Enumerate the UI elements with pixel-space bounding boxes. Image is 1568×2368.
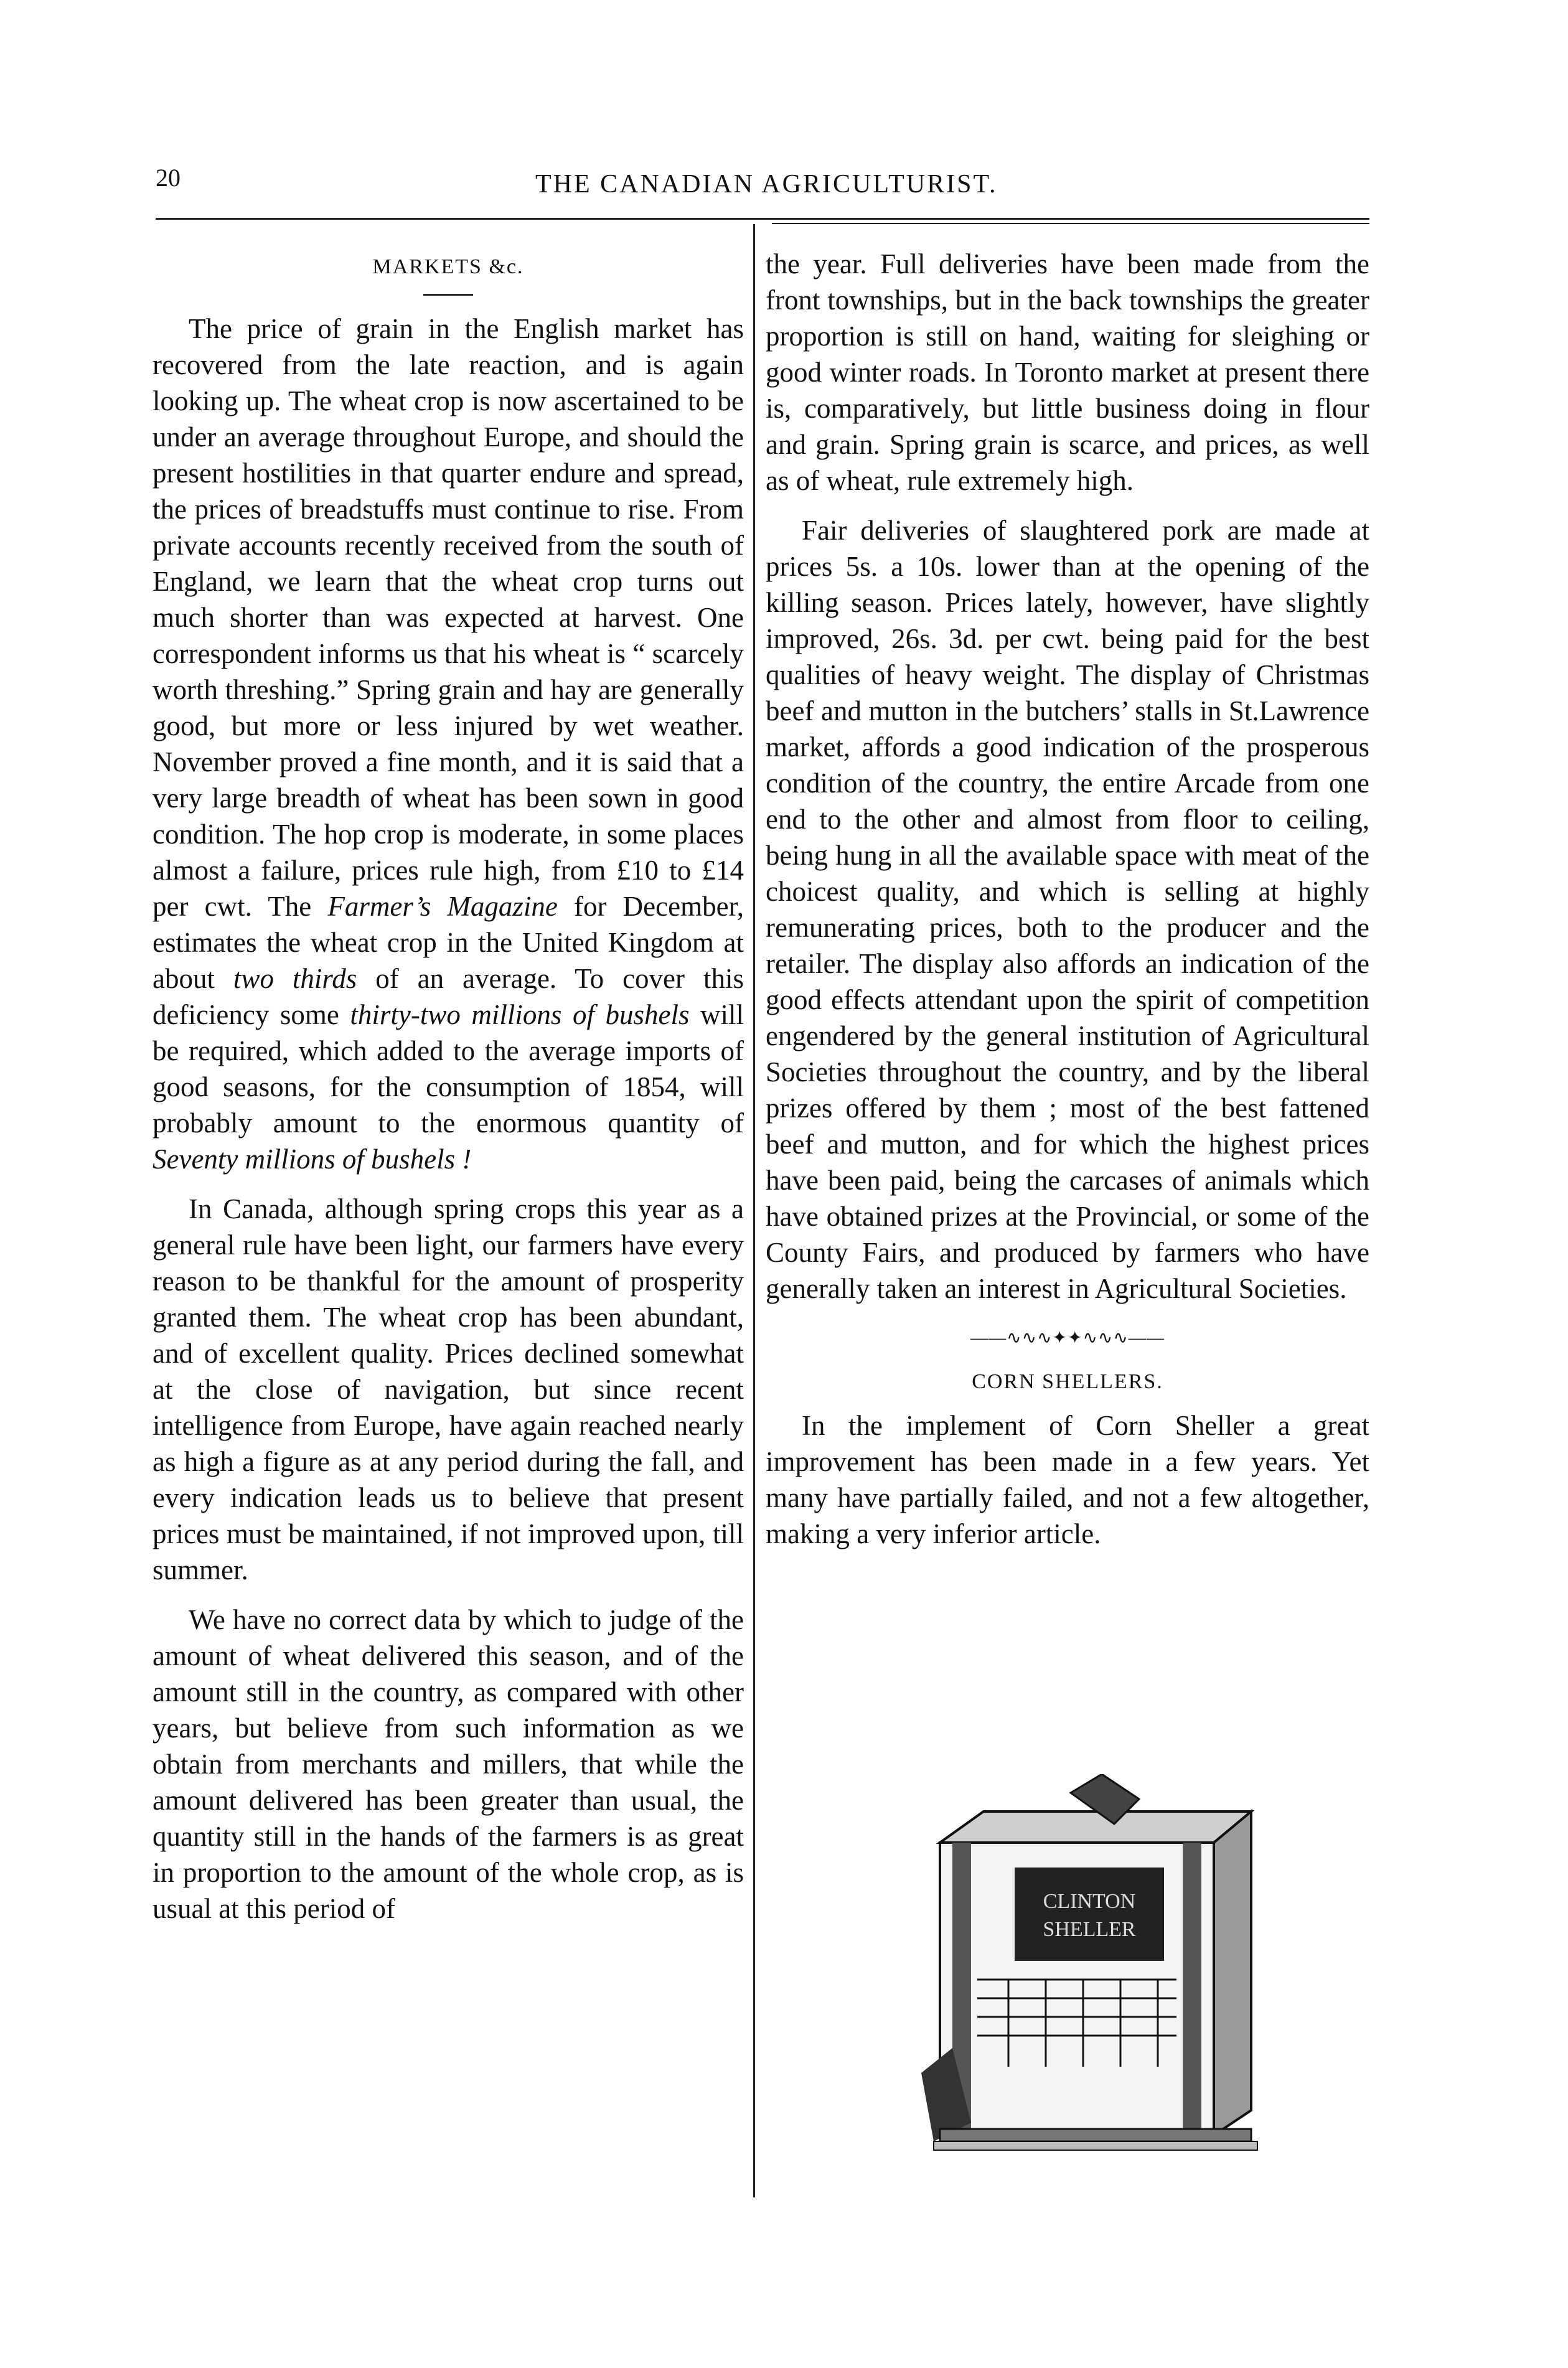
page-number: 20 <box>156 164 181 192</box>
running-title: THE CANADIAN AGRICULTURIST. <box>535 170 998 199</box>
farmers-magazine-title: Farmer’s Magazine <box>327 891 558 922</box>
corn-shellers-paragraph: In the implement of Corn Sheller a great improvement has been made in a few years. Yet many have partially failed, and not a few altogether, making a very inferior article. <box>766 1410 1369 1549</box>
markets-paragraph-2: In Canada, although spring crops this year as a general rule have been light, our farmers have every reason to be thankful for the amount of prosperity granted them. The wheat crop has been abundant, and of excellent quality. Prices declined somewhat at the close of navigation, but since recent intelligence from Europe, have again reached nearly as high a figure as at any period during the fall, and every indication leads us to believe that present prices must be maintained, if not improved upon, till summer. <box>153 1193 744 1586</box>
markets-paragraph-1 <box>153 311 744 1177</box>
heading-rule <box>423 294 473 296</box>
p1-text-b: for December, estimates the wheat crop in the United Kingdom at about <box>153 891 744 994</box>
p1-text-a: The price of grain in the English market has recovered from the late reaction, and is again looking up. The wheat crop is now ascertained to be under an average throughout Europe, and should the present hostilities in that quarter endure and spread, the prices of breadstuffs must continue to rise. From private accounts recently received from the south of England, we learn that the wheat crop turns out much shorter than was expected at harvest. One correspondent informs us that his wheat is “ scarcely worth threshing.” Spring grain and hay are generally good, but more or less injured by wet weather. November proved a fine month, and it is said that a very large breadth of wheat has been sown in good condition. The hop crop is moderate, in some places almost a failure, prices rule high, from £10 to £14 per cwt. The <box>153 313 744 922</box>
right-column <box>766 246 1369 1566</box>
p1-text-d: will be required, which added to the average imports of good seasons, for the consumption of 1854, will probably amount to the enormous quantity of <box>153 999 744 1139</box>
corn-shellers-heading: CORN SHELLERS. <box>972 1370 1163 1393</box>
corn-sheller-engraving <box>915 1774 1264 2160</box>
corn-sheller-illustration <box>915 1774 1264 2160</box>
markets-paragraph-4: Fair deliveries of slaughtered pork are made at prices 5s. a 10s. lower than at the opening of the killing season. Prices lately, however, have slightly improved, 26s. 3d. per cwt. being paid for the best qualities of heavy weight. The display of Christmas beef and mutton in the butchers’ stalls in St.Lawrence market, affords a good indication of the prosperous condition of the country, the entire Arcade from one end to the other and almost from floor to ceiling, being hung in all the available space with meat of the choicest quality, and which is selling at highly remunerating prices, both to the producer and the retailer. The display also affords an indication of the good effects attendant upon the spirit of competition engendered by the general institution of Agricultural Societies throughout the country, and by the liberal prizes offered by them ; most of the best fattened beef and mutton, and for which the highest prices have been paid, being the carcases of animals which have obtained prizes at the Provincial, or some of the County Fairs, and produced by farmers who have generally taken an interest in Agricultural Societies. <box>766 515 1369 1304</box>
two-thirds: two thirds <box>233 963 357 994</box>
left-column <box>153 249 744 1940</box>
header-rule-right <box>772 223 1369 224</box>
section-ornament: ——∿∿∿✦✦∿∿∿—— <box>970 1328 1165 1348</box>
engraving-label-line-2: SHELLER <box>1043 1918 1136 1941</box>
markets-paragraph-3: We have no correct data by which to judge of the amount of wheat delivered this season, and of the amount still in the country, as compared with other years, but believe from such information as we obtain from merchants and millers, that while the amount delivered has been greater than usual, the quantity still in the hands of the farmers is as great in proportion to the amount of the whole crop, as is usual at this period of <box>153 1604 744 1924</box>
column-divider <box>753 224 755 2197</box>
header-rule <box>156 218 1369 220</box>
markets-paragraph-3-continued: the year. Full deliveries have been made from the front townships, but in the back townships the greater proportion is still on hand, waiting for sleighing or good winter roads. In Toronto market at present there is, comparatively, but little business doing in flour and grain. Spring grain is scarce, and prices, as well as of wheat, rule extremely high. <box>766 248 1369 496</box>
thirty-two-millions: thirty-two millions of bushels <box>350 999 690 1030</box>
seventy-millions: Seventy millions of bushels ! <box>153 1144 472 1175</box>
markets-heading: MARKETS &c. <box>372 255 524 278</box>
engraving-label-line-1: CLINTON <box>1043 1890 1136 1913</box>
p1-text-c: of an average. To cover this deficiency some <box>153 963 744 1030</box>
